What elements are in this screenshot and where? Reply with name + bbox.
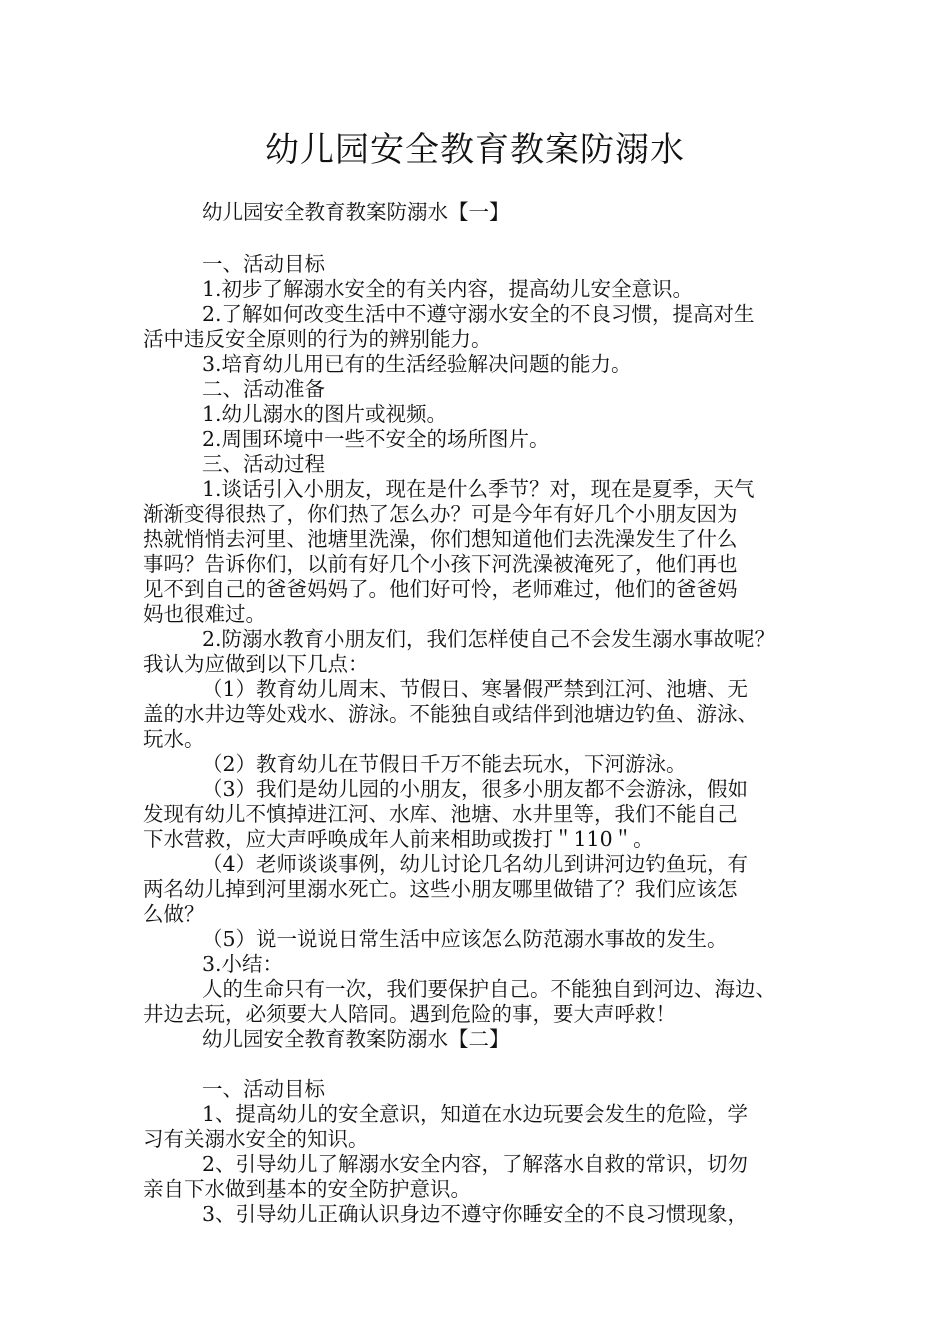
- paragraph-line: （5）说一说说日常生活中应该怎么防范溺水事故的发生。: [202, 927, 728, 951]
- paragraph-line: 热就悄悄去河里、池塘里洗澡，你们想知道他们去洗澡发生了什么: [143, 527, 738, 551]
- paragraph-line: （3）我们是幼儿园的小朋友，很多小朋友都不会游泳，假如: [202, 777, 749, 801]
- paragraph-line: 1.幼儿溺水的图片或视频。: [202, 402, 448, 426]
- paragraph-line: 盖的水井边等处戏水、游泳。不能独自或结伴到池塘边钓鱼、游泳、: [143, 702, 758, 726]
- paragraph-line: 发现有幼儿不慎掉进江河、水库、池塘、水井里等，我们不能自己: [143, 802, 738, 826]
- paragraph-line: 事吗？告诉你们，以前有好几个小孩下河洗澡被淹死了，他们再也: [143, 552, 738, 576]
- paragraph-line: （4）老师谈谈事例，幼儿讨论几名幼儿到讲河边钓鱼玩，有: [202, 852, 749, 876]
- paragraph-line: 1.初步了解溺水安全的有关内容，提高幼儿安全意识。: [202, 277, 694, 301]
- paragraph-line: 2.周围环境中一些不安全的场所图片。: [202, 427, 550, 451]
- subheading: 一、活动目标: [202, 252, 325, 276]
- subheading: 二、活动准备: [202, 377, 325, 401]
- paragraph-line: 亲自下水做到基本的安全防护意识。: [143, 1177, 471, 1201]
- paragraph-line: 渐渐变得很热了，你们热了怎么办？可是今年有好几个小朋友因为: [143, 502, 738, 526]
- section-heading: 幼儿园安全教育教案防溺水【二】: [202, 1027, 510, 1051]
- paragraph-line: 玩水。: [143, 727, 205, 751]
- paragraph-line: 1、提高幼儿的安全意识，知道在水边玩要会发生的危险，学: [202, 1102, 749, 1126]
- paragraph-line: （2）教育幼儿在节假日千万不能去玩水，下河游泳。: [202, 752, 687, 776]
- paragraph-line: 人的生命只有一次，我们要保护自己。不能独自到河边、海边、: [202, 977, 776, 1001]
- paragraph-line: 我认为应做到以下几点：: [143, 652, 369, 676]
- paragraph-line: 下水营救，应大声呼唤成年人前来相助或拨打＂110＂。: [143, 827, 654, 851]
- paragraph-line: 1.谈话引入小朋友，现在是什么季节？对，现在是夏季，天气: [202, 477, 755, 501]
- document-title: 幼儿园安全教育教案防溺水: [265, 130, 685, 170]
- subheading: 三、活动过程: [202, 452, 325, 476]
- paragraph-line: 见不到自己的爸爸妈妈了。他们好可怜，老师难过，他们的爸爸妈: [143, 577, 738, 601]
- paragraph-line: 习有关溺水安全的知识。: [143, 1127, 369, 1151]
- paragraph-line: （1）教育幼儿周末、节假日、寒暑假严禁到江河、池塘、无: [202, 677, 749, 701]
- paragraph-line: 活中违反安全原则的行为的辨别能力。: [143, 327, 492, 351]
- paragraph-line: 3.培育幼儿用已有的生活经验解决问题的能力。: [202, 352, 632, 376]
- paragraph-line: 井边去玩，必须要大人陪同。遇到危险的事，要大声呼救！: [143, 1002, 676, 1026]
- section-heading: 幼儿园安全教育教案防溺水【一】: [202, 200, 510, 224]
- paragraph-line: 3.小结：: [202, 952, 284, 976]
- paragraph-line: 2.了解如何改变生活中不遵守溺水安全的不良习惯，提高对生: [202, 302, 755, 326]
- subheading: 一、活动目标: [202, 1077, 325, 1101]
- paragraph-line: 2.防溺水教育小朋友们，我们怎样使自己不会发生溺水事故呢？: [202, 627, 776, 651]
- paragraph-line: 妈也很难过。: [143, 602, 266, 626]
- paragraph-line: 2、引导幼儿了解溺水安全内容，了解落水自救的常识，切勿: [202, 1152, 749, 1176]
- paragraph-line: 两名幼儿掉到河里溺水死亡。这些小朋友哪里做错了？我们应该怎: [143, 877, 738, 901]
- paragraph-line: 3、引导幼儿正确认识身边不遵守你睡安全的不良习惯现象，: [202, 1202, 749, 1226]
- paragraph-line: 么做？: [143, 902, 205, 926]
